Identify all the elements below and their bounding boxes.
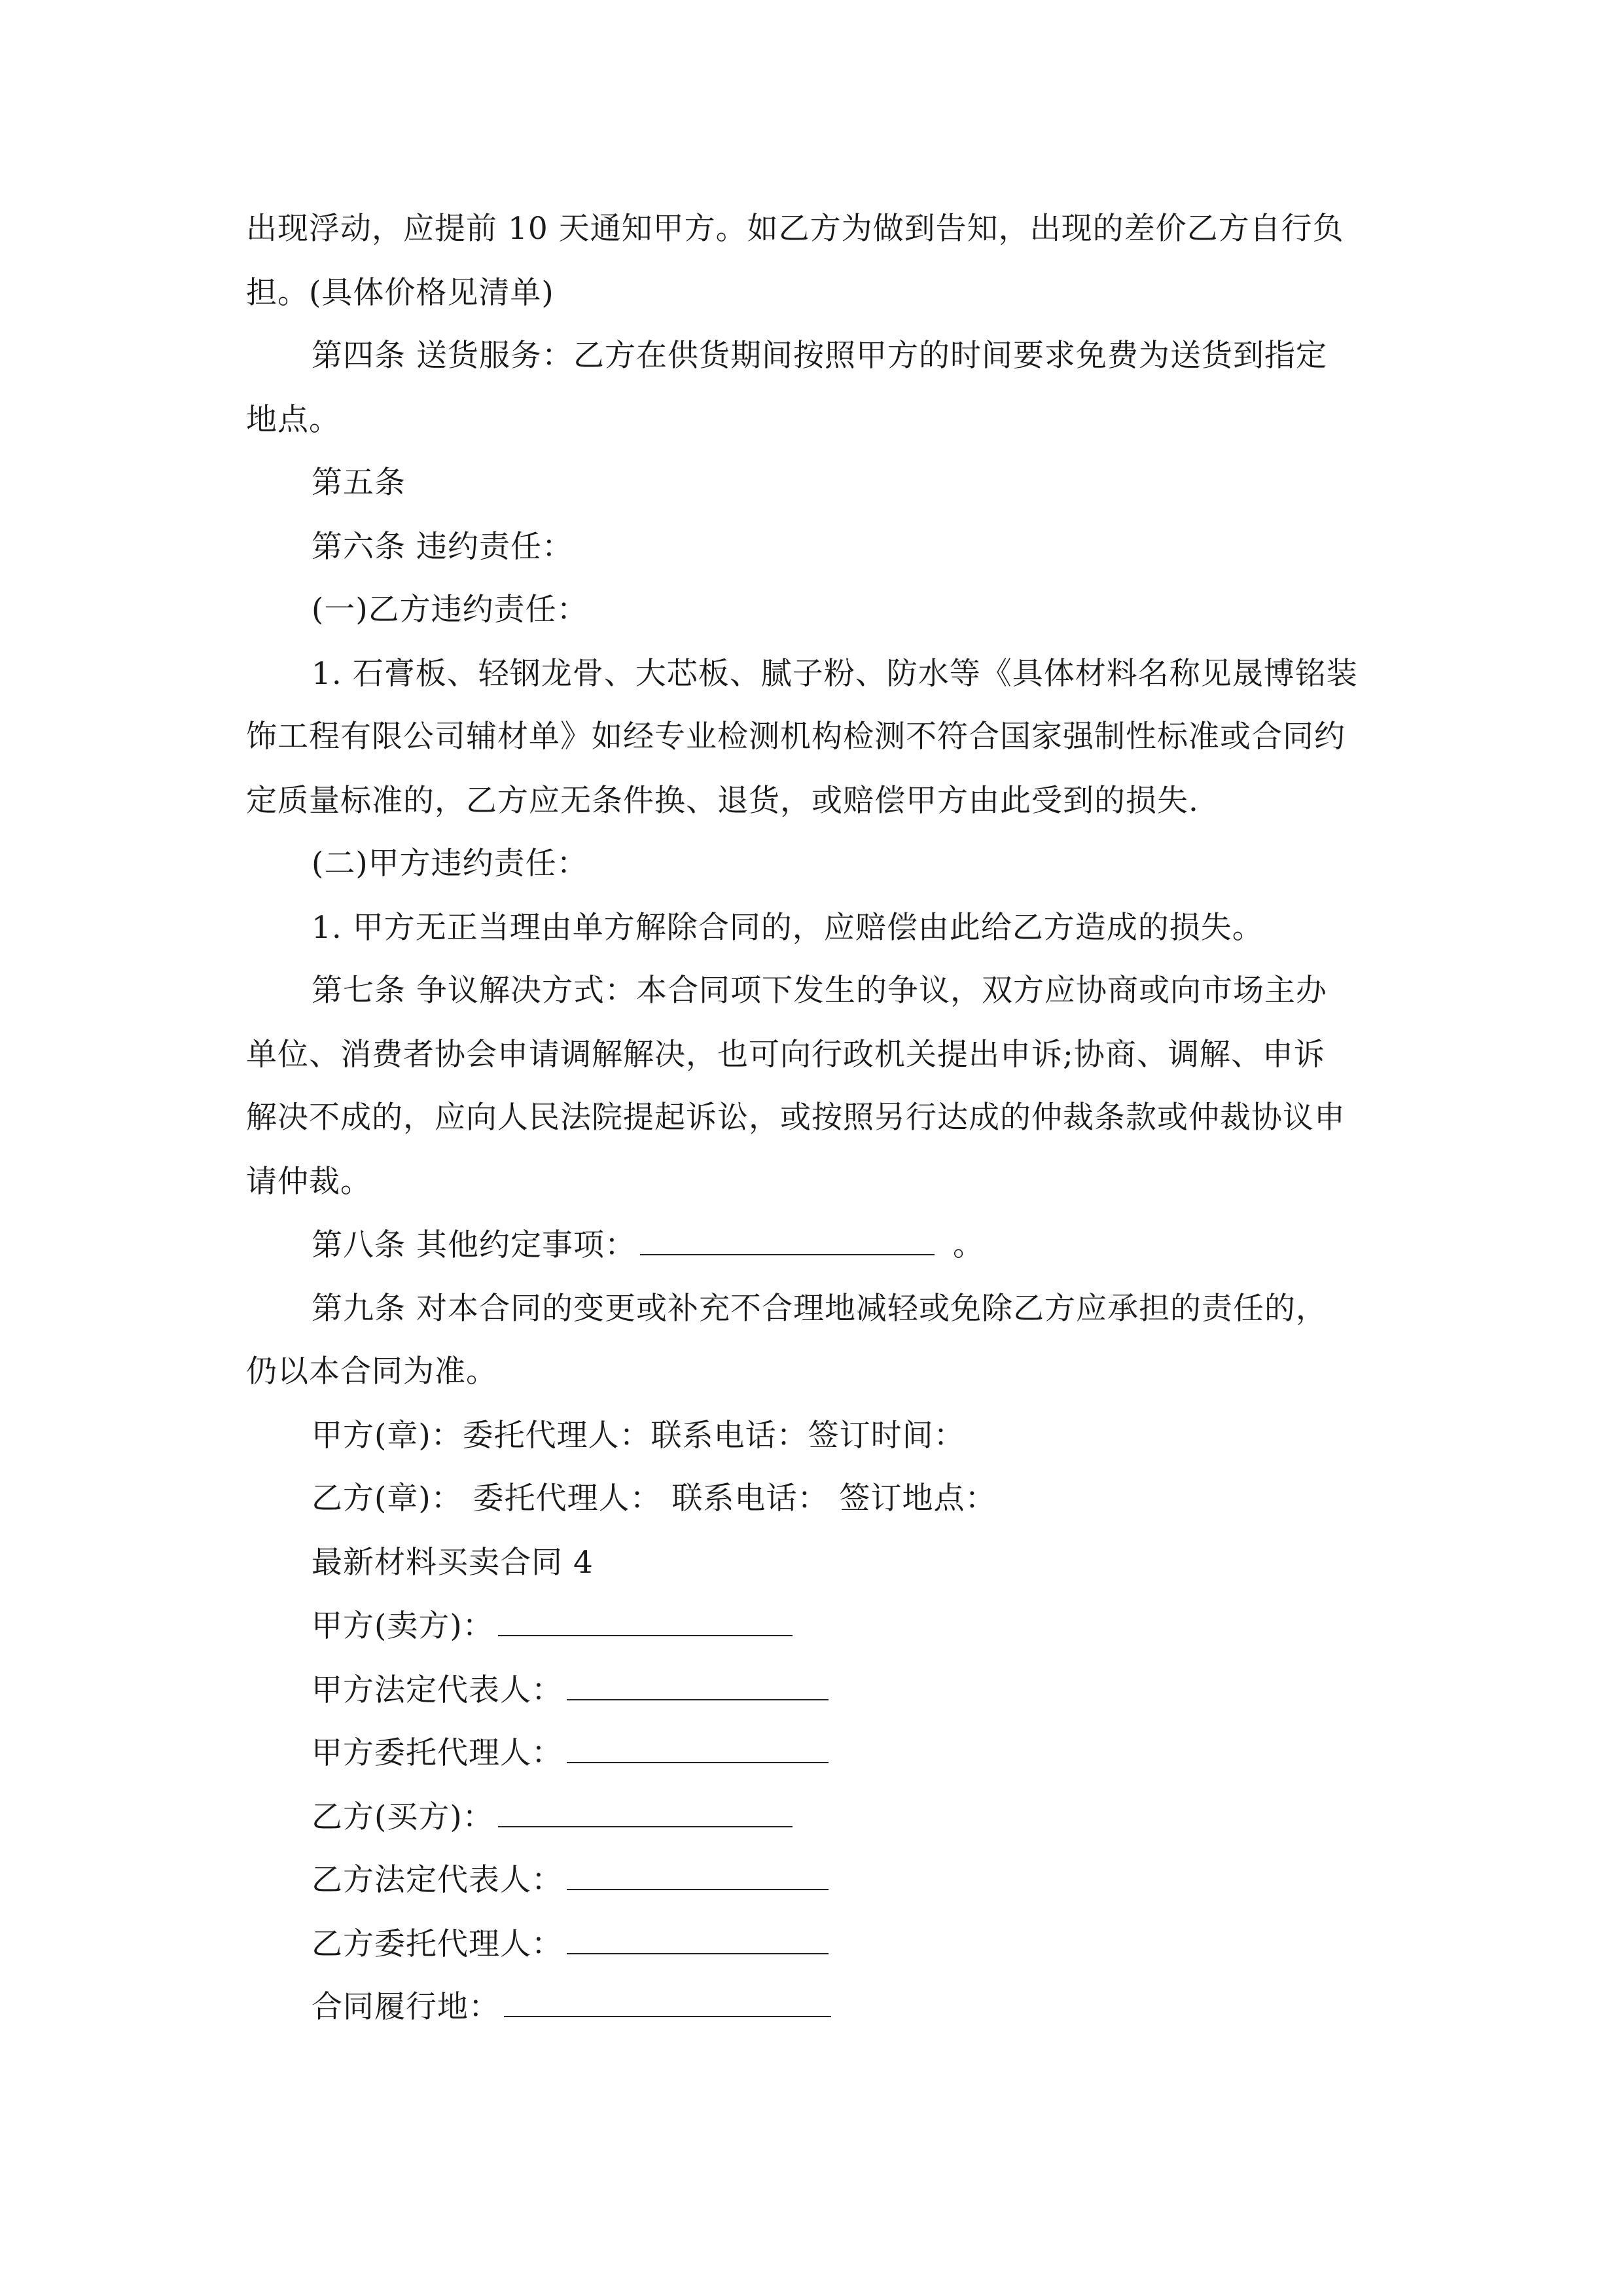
fill-in-blank[interactable] bbox=[640, 1225, 935, 1255]
field-label: 甲方(卖方)： bbox=[312, 1608, 494, 1644]
sub-heading: (二)甲方违约责任： bbox=[312, 846, 588, 882]
fill-in-blank[interactable] bbox=[498, 1606, 793, 1636]
article-8-line bbox=[312, 1225, 984, 1265]
field-label: 乙方委托代理人： bbox=[312, 1926, 563, 1962]
fill-in-blank[interactable] bbox=[567, 1670, 829, 1700]
field-party-b-buyer bbox=[312, 1797, 793, 1837]
field-label: 甲方法定代表人： bbox=[312, 1672, 563, 1708]
paragraph-line: 单位、消费者协会申请调解解决，也可向行政机关提出申诉;协商、调解、申诉 bbox=[246, 1037, 1325, 1073]
field-label: 乙方(买方)： bbox=[312, 1799, 494, 1835]
fill-in-blank[interactable] bbox=[567, 1924, 829, 1954]
fill-in-blank[interactable] bbox=[498, 1797, 793, 1827]
field-party-a-legal-rep bbox=[312, 1670, 829, 1710]
section-title: 最新材料买卖合同 4 bbox=[312, 1545, 594, 1581]
paragraph-line: 仍以本合同为准。 bbox=[246, 1354, 497, 1390]
field-performance-place bbox=[312, 1987, 831, 2026]
paragraph-line: 担。(具体价格见清单) bbox=[246, 275, 554, 311]
signature-line-party-a: 甲方(章)：委托代理人：联系电话：签订时间： bbox=[312, 1418, 965, 1454]
fill-in-blank[interactable] bbox=[567, 1733, 829, 1763]
fill-in-blank[interactable] bbox=[504, 1987, 831, 2017]
field-party-b-agent bbox=[312, 1924, 829, 1964]
paragraph-line: 饰工程有限公司辅材单》如经专业检测机构检测不符合国家强制性标准或合同约 bbox=[246, 719, 1346, 755]
field-label: 乙方法定代表人： bbox=[312, 1862, 563, 1898]
field-label: 合同履行地： bbox=[312, 1989, 500, 2025]
fill-in-blank[interactable] bbox=[567, 1860, 829, 1890]
field-party-a-agent bbox=[312, 1733, 829, 1772]
paragraph-line: 定质量标准的，乙方应无条件换、退货，或赔偿甲方由此受到的损失. bbox=[246, 783, 1199, 819]
paragraph-line: 解决不成的，应向人民法院提起诉讼，或按照另行达成的仲裁条款或仲裁协议申 bbox=[246, 1100, 1346, 1136]
field-label: 甲方委托代理人： bbox=[312, 1735, 563, 1771]
paragraph-line: 请仲裁。 bbox=[246, 1164, 372, 1200]
article-6-heading: 第六条 违约责任： bbox=[312, 529, 573, 565]
paragraph-line: 1. 石膏板、轻钢龙骨、大芯板、腻子粉、防水等《具体材料名称见晟博铭装 bbox=[312, 656, 1358, 692]
article-4-heading: 第四条 送货服务：乙方在供货期间按照甲方的时间要求免费为送货到指定 bbox=[312, 338, 1327, 374]
article-9-heading: 第九条 对本合同的变更或补充不合理地减轻或免除乙方应承担的责任的， bbox=[312, 1291, 1327, 1327]
field-party-b-legal-rep bbox=[312, 1860, 829, 1899]
paragraph-line: 地点。 bbox=[246, 402, 340, 438]
sub-heading: (一)乙方违约责任： bbox=[312, 592, 588, 628]
paragraph-line: 出现浮动，应提前 10 天通知甲方。如乙方为做到告知，出现的差价乙方自行负 bbox=[246, 211, 1344, 247]
article-7-heading: 第七条 争议解决方式：本合同项下发生的争议，双方应协商或向市场主办 bbox=[312, 973, 1327, 1009]
article-5-heading: 第五条 bbox=[312, 465, 406, 501]
article-8-end: 。 bbox=[952, 1227, 984, 1263]
field-party-a-seller bbox=[312, 1606, 793, 1645]
signature-line-party-b: 乙方(章)： 委托代理人： 联系电话： 签订地点： bbox=[312, 1480, 997, 1516]
article-8-label: 第八条 其他约定事项： bbox=[312, 1227, 636, 1263]
paragraph-line: 1. 甲方无正当理由单方解除合同的，应赔偿由此给乙方造成的损失。 bbox=[312, 910, 1264, 946]
